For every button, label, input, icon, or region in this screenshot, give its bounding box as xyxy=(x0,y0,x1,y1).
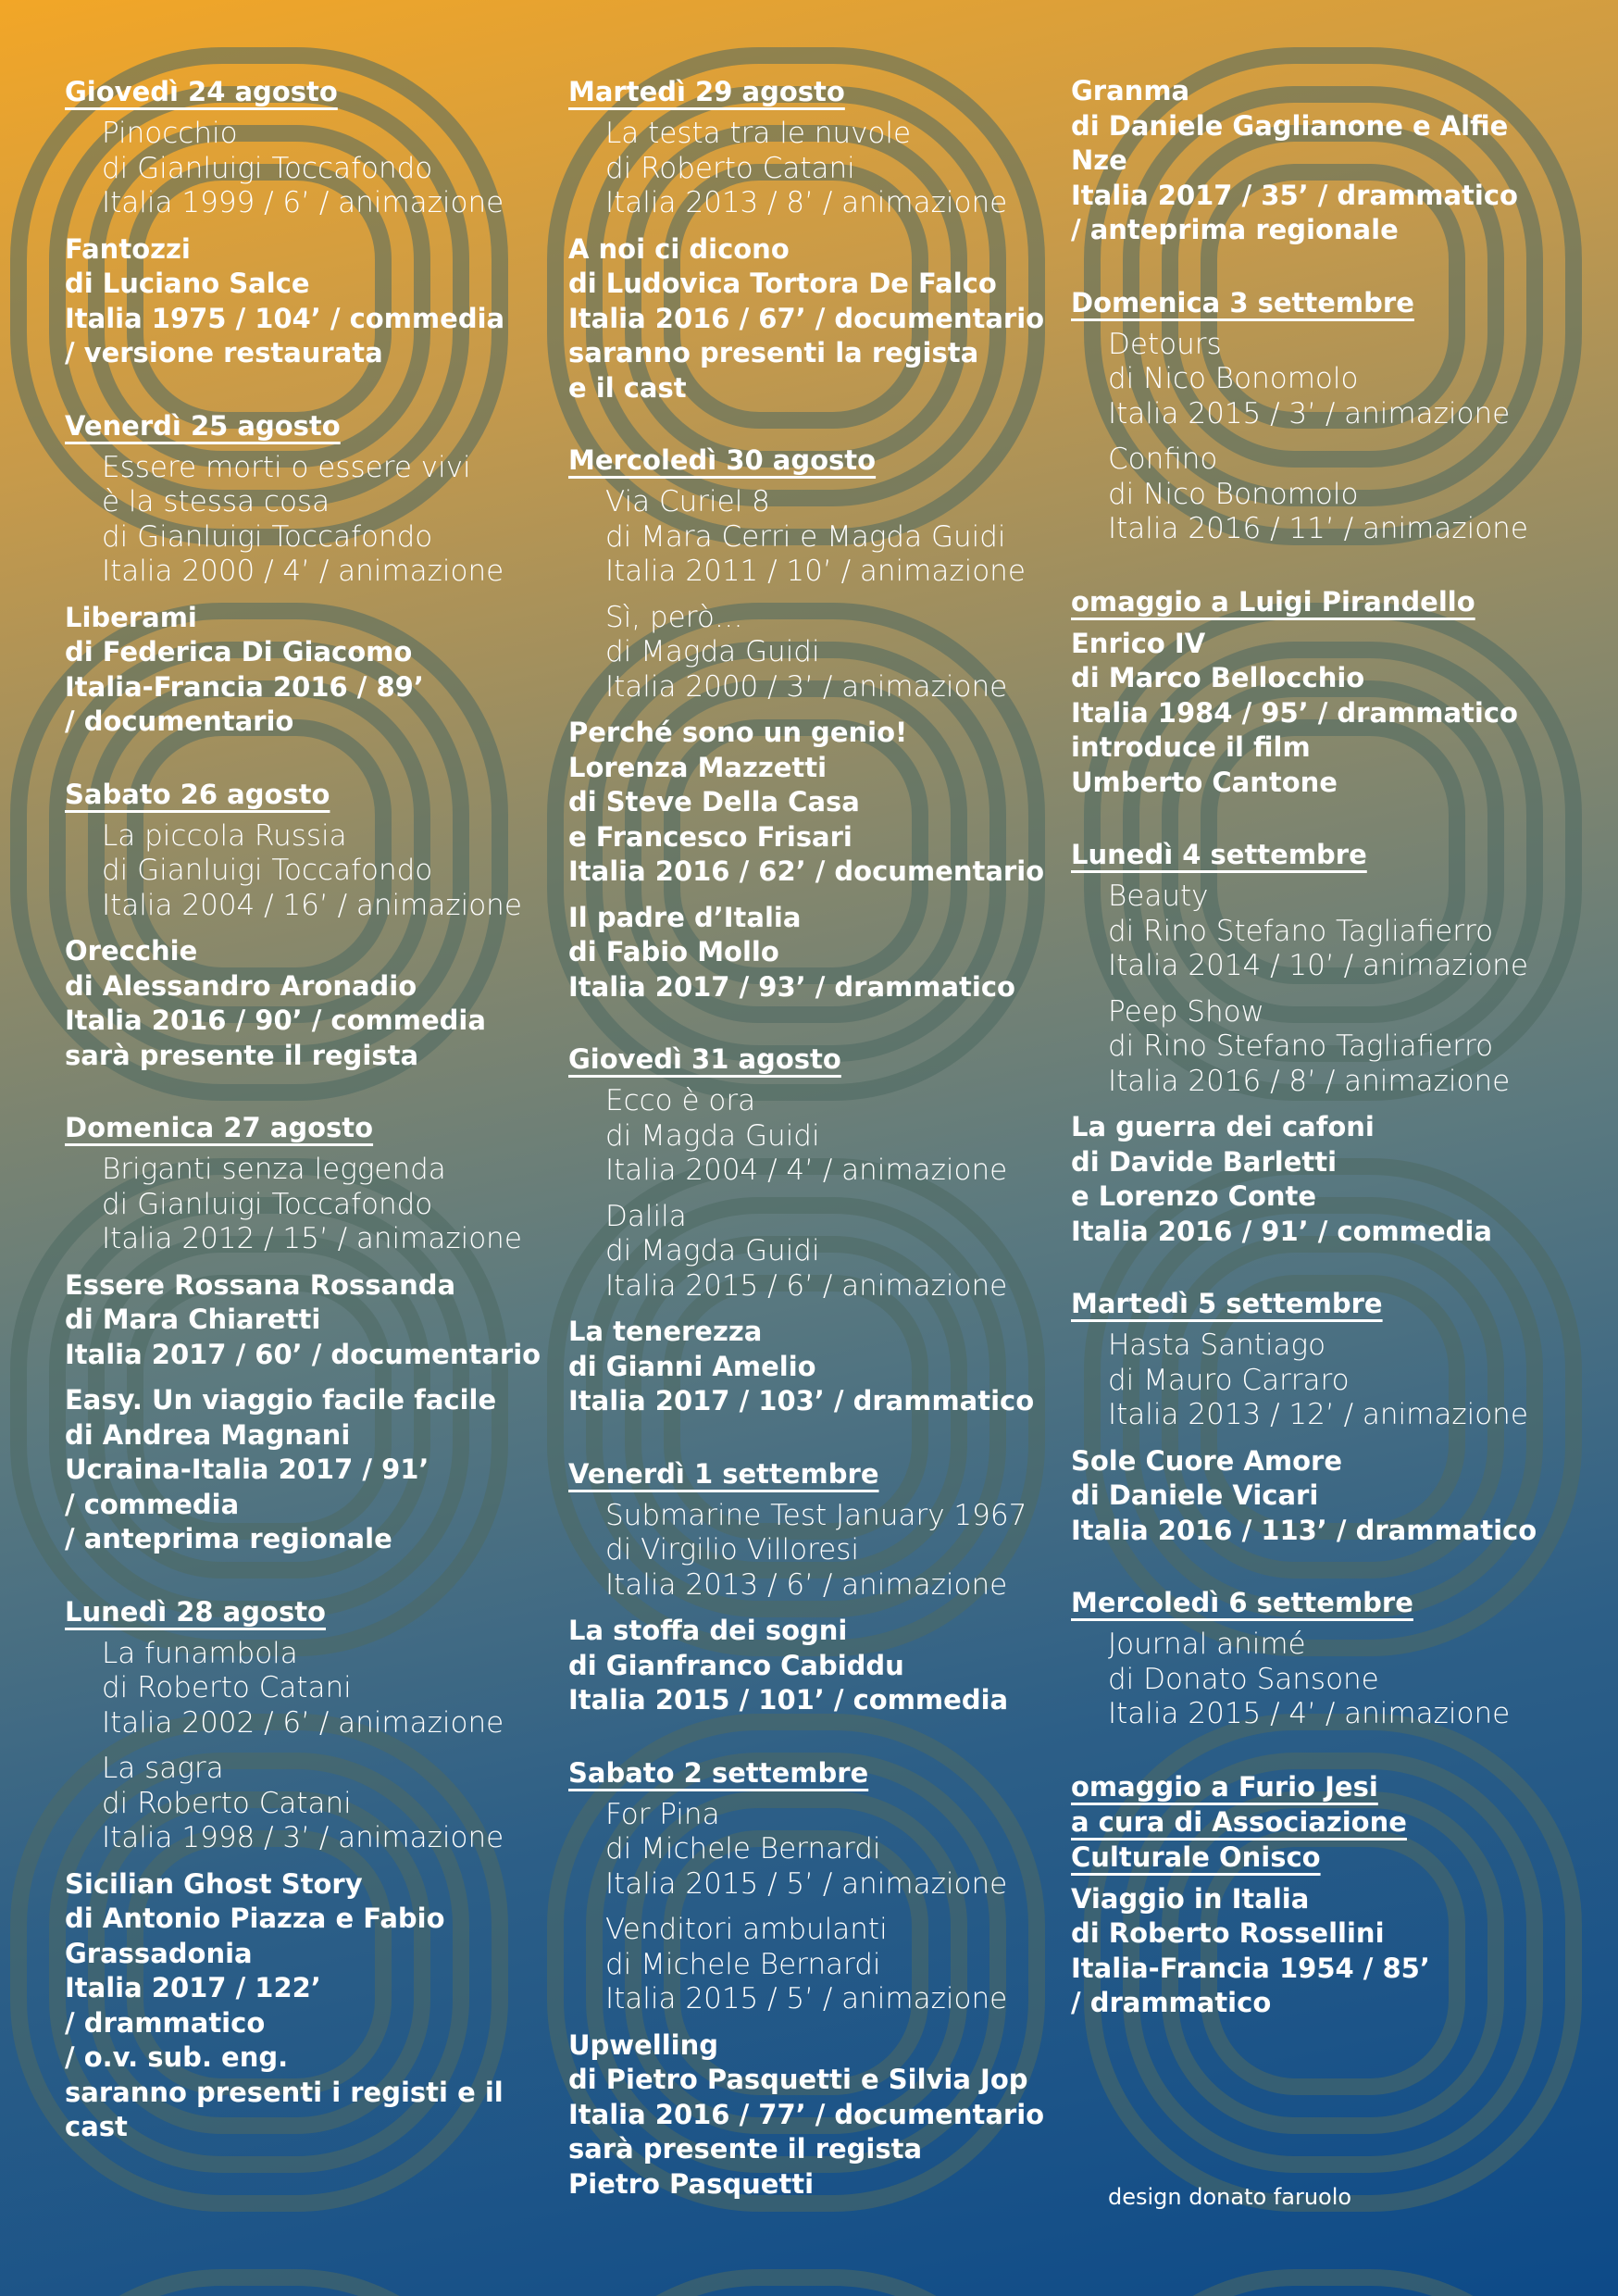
short-film-entry: Journal animé di Donato Sansone Italia 2015 / 4’ / animazione xyxy=(1108,1628,1511,1730)
short-film-entry: Submarine Test January 1967 di Virgilio Villoresi Italia 2013 / 6’ / animazione xyxy=(605,1498,1027,1602)
short-film-entry: La sagra di Roberto Catani Italia 1998 / 3’ / animazione xyxy=(102,1752,504,1854)
feature-film-entry: Liberami di Federica Di Giacomo Italia-Francia 2016 / 89’ / documentario xyxy=(65,601,424,737)
program-day xyxy=(568,443,1068,1004)
short-film-entry: Beauty di Rino Stefano Tagliafierro Italia 2014 / 10’ / animazione xyxy=(1108,880,1528,982)
short-film-entry: Essere morti o essere vivi è la stessa cosa di Gianluigi Toccafondo Italia 2000 / 4’ / animazione xyxy=(102,450,504,588)
pattern-ring xyxy=(1092,2277,1574,2296)
feature-film-entry: Essere Rossana Rossanda di Mara Chiaretti Italia 2017 / 60’ / documentario xyxy=(65,1268,541,1370)
date-heading: Giovedì 31 agosto xyxy=(568,1043,841,1075)
feature-film-entry: La guerra dei cafoni di Davide Barletti e Lorenzo Conte Italia 2016 / 91’ / commedia xyxy=(1071,1111,1492,1247)
date-heading: Sabato 26 agosto xyxy=(65,778,330,810)
program-day xyxy=(1071,1286,1571,1548)
program-day xyxy=(65,1594,565,2145)
date-heading: Mercoledì 6 settembre xyxy=(1071,1587,1413,1618)
short-film-entry: Peep Show di Rino Stefano Tagliafierro Italia 2016 / 8’ / animazione xyxy=(1108,994,1511,1098)
program-day xyxy=(1071,837,1571,1249)
program-day xyxy=(568,1042,1068,1419)
short-film-entry: Sì, però… di Magda Guidi Italia 2000 / 3’ / animazione xyxy=(605,600,1008,704)
feature-film-entry: Sole Cuore Amore di Daniele Vicari Italia 2016 / 113’ / drammatico xyxy=(1071,1444,1537,1546)
program-day xyxy=(1071,584,1571,801)
date-heading: Martedì 5 settembre xyxy=(1071,1288,1383,1319)
feature-film-entry: La tenerezza di Gianni Amelio Italia 2017 / 103’ / drammatico xyxy=(568,1316,1035,1416)
program-day xyxy=(1071,1585,1571,1732)
feature-film-entry: Perché sono un genio! Lorenza Mazzetti di Steve Della Casa e Francesco Frisari Italia 2016 / 62’ / documentario xyxy=(568,717,1045,887)
short-film-entry: Briganti senza leggenda di Gianluigi Toccafondo Italia 2012 / 15’ / animazione xyxy=(102,1153,522,1255)
short-film-entry: Ecco è ora di Magda Guidi Italia 2004 / 4’ / animazione xyxy=(605,1084,1008,1187)
date-heading: omaggio a Luigi Pirandello xyxy=(1071,585,1475,618)
feature-film-entry: Enrico IV di Marco Bellocchio Italia 1984 / 95’ / drammatico introduce il film Umberto Cantone xyxy=(1071,627,1518,798)
column-1 xyxy=(65,74,565,2182)
short-film-entry: Via Curiel 8 di Mara Cerri e Magda Guidi Italia 2011 / 10’ / animazione xyxy=(605,485,1026,588)
short-film-entry: Confino di Nico Bonomolo Italia 2016 / 11’ / animazione xyxy=(1108,443,1528,545)
feature-film-entry: Viaggio in Italia di Roberto Rossellini Italia-Francia 1954 / 85’ / drammatico xyxy=(1071,1882,1430,2018)
feature-film-entry: Orecchie di Alessandro Aronadio Italia 2016 / 90’ / commedia sarà presente il regista xyxy=(65,935,486,1071)
date-heading: Lunedì 4 settembre xyxy=(1071,839,1367,870)
date-heading: omaggio a Furio Jesi a cura di Associazione Culturale Onisco xyxy=(1071,1770,1407,1873)
pattern-ring xyxy=(19,2277,500,2296)
short-film-entry: La piccola Russia di Gianluigi Toccafondo Italia 2004 / 16’ / animazione xyxy=(102,818,522,922)
program-day xyxy=(65,1110,565,1557)
short-film-entry: Hasta Santiago di Mauro Carraro Italia 2013 / 12’ / animazione xyxy=(1108,1329,1528,1431)
feature-film-entry: Upwelling di Pietro Pasquetti e Silvia Jop Italia 2016 / 77’ / documentario sarà presente il regista Pietro Pasquetti xyxy=(568,2028,1045,2200)
feature-film-entry: Easy. Un viaggio facile facile di Andrea Magnani Ucraina-Italia 2017 / 91’ / commedia / anteprima regionale xyxy=(65,1384,497,1554)
program-day xyxy=(1071,1769,1571,2021)
date-heading: Giovedì 24 agosto xyxy=(65,76,338,107)
program-day xyxy=(65,74,565,371)
short-film-entry: Venditori ambulanti di Michele Bernardi Italia 2015 / 5’ / animazione xyxy=(605,1913,1008,2015)
feature-film-entry: Sicilian Ghost Story di Antonio Piazza e Fabio Grassadonia Italia 2017 / 122’ / drammatico / o.v. sub. eng. saranno presenti i registi e il cast xyxy=(65,1867,504,2142)
date-heading: Venerdì 25 agosto xyxy=(65,409,341,442)
date-heading: Mercoledì 30 agosto xyxy=(568,444,877,476)
program-day xyxy=(568,1755,1068,2202)
date-heading: Martedì 29 agosto xyxy=(568,76,845,107)
column-3 xyxy=(1071,74,1571,2058)
short-film-entry: For Pina di Michele Bernardi Italia 2015 / 5’ / animazione xyxy=(605,1797,1008,1901)
program-day xyxy=(1071,74,1571,248)
date-heading: Sabato 2 settembre xyxy=(568,1756,869,1789)
date-heading: Lunedì 28 agosto xyxy=(65,1595,326,1628)
short-film-entry: La funambola di Roberto Catani Italia 2002 / 6’ / animazione xyxy=(102,1636,504,1740)
date-heading: Domenica 3 settembre xyxy=(1071,286,1414,318)
feature-film-entry: Il padre d’Italia di Fabio Mollo Italia 2017 / 93’ / drammatico xyxy=(568,901,1015,1003)
program-day xyxy=(1071,285,1571,547)
column-2 xyxy=(568,74,1068,2239)
program-day xyxy=(568,74,1068,406)
short-film-entry: Detours di Nico Bonomolo Italia 2015 / 3’ / animazione xyxy=(1108,327,1511,430)
date-heading: Domenica 27 agosto xyxy=(65,1112,374,1143)
short-film-entry: La testa tra le nuvole di Roberto Catani Italia 2013 / 8’ / animazione xyxy=(605,117,1008,219)
feature-film-entry: La stoffa dei sogni di Gianfranco Cabiddu Italia 2015 / 101’ / commedia xyxy=(568,1615,1009,1716)
date-heading: Venerdì 1 settembre xyxy=(568,1457,879,1490)
feature-film-entry: Fantozzi di Luciano Salce Italia 1975 / 104’ / commedia / versione restaurata xyxy=(65,232,505,368)
program-day xyxy=(568,1456,1068,1718)
feature-film-entry: Granma di Daniele Gaglianone e Alfie Nze Italia 2017 / 35’ / drammatico / anteprima regionale xyxy=(1071,75,1518,245)
program-day xyxy=(65,408,565,740)
design-credit: design donato faruolo xyxy=(1108,2184,1352,2210)
program-day xyxy=(65,777,565,1074)
short-film-entry: Dalila di Magda Guidi Italia 2015 / 6’ / animazione xyxy=(605,1199,1008,1303)
feature-film-entry: A noi ci dicono di Ludovica Tortora De Falco Italia 2016 / 67’ / documentario saranno presenti la regista e il cast xyxy=(568,232,1045,404)
pattern-ring xyxy=(555,2277,1037,2296)
short-film-entry: Pinocchio di Gianluigi Toccafondo Italia 1999 / 6’ / animazione xyxy=(102,117,504,219)
